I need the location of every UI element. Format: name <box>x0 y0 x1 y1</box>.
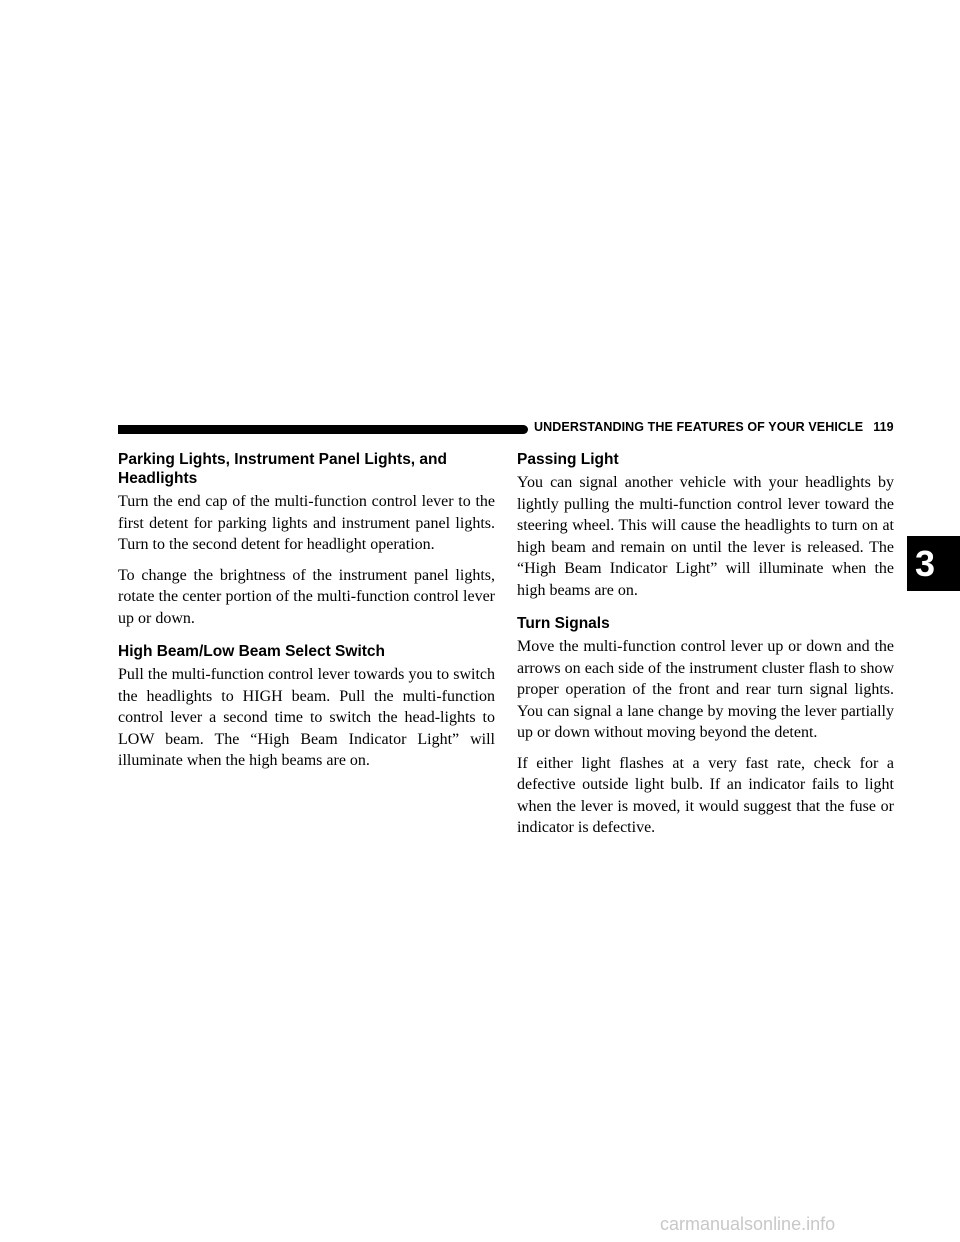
section-heading-high-low-beam: High Beam/Low Beam Select Switch <box>118 643 386 660</box>
watermark: carmanualsonline.info <box>660 1214 836 1234</box>
paragraph: If either light flashes at a very fast rate, check for a defective outside light bulb. If an indicator fails to light when the lever is moved, it would suggest that the fuse or indicator is defective. <box>517 754 894 836</box>
paragraph: You can signal another vehicle with your headlights by lightly pulling the multi-function control lever toward the steering wheel. This will cause the headlights to turn on at high beam and remain on until the lever is released. The “High Beam Indicator Light” will illuminate when the high beams are on. <box>517 474 894 599</box>
section-heading-parking-lights: Parking Lights, Instrument Panel Lights, and Headlights <box>118 451 447 487</box>
running-head-title: UNDERSTANDING THE FEATURES OF YOUR VEHICLE <box>534 420 864 434</box>
section-heading-passing-light: Passing Light <box>517 451 619 468</box>
paragraph: Turn the end cap of the multi-function control lever to the first detent for parking lights and instrument panel lights. Turn to the second detent for headlight operation. <box>118 493 495 553</box>
paragraph: Pull the multi-function control lever towards you to switch the headlights to HIGH beam. Pull the multi-function control lever a second time to switch the head-lights to LOW beam. The “High Beam Indicator Light” will illuminate when the high beams are on. <box>118 666 495 769</box>
right-column <box>517 450 894 848</box>
paragraph: Move the multi-function control lever up or down and the arrows on each side of the instrument cluster flash to show proper operation of the front and rear turn signal lights. You can signal a lane change by moving the lever partially up or down without moving beyond the detent. <box>517 638 894 741</box>
section-heading-turn-signals: Turn Signals <box>517 615 610 632</box>
paragraph: To change the brightness of the instrument panel lights, rotate the center portion of the multi-function control lever up or down. <box>118 566 495 627</box>
header-rule <box>118 425 522 434</box>
left-column <box>118 450 495 781</box>
page-number: 119 <box>873 420 894 434</box>
header-rule-end <box>516 425 528 434</box>
running-head <box>534 420 894 434</box>
chapter-tab: 3 <box>907 536 960 591</box>
